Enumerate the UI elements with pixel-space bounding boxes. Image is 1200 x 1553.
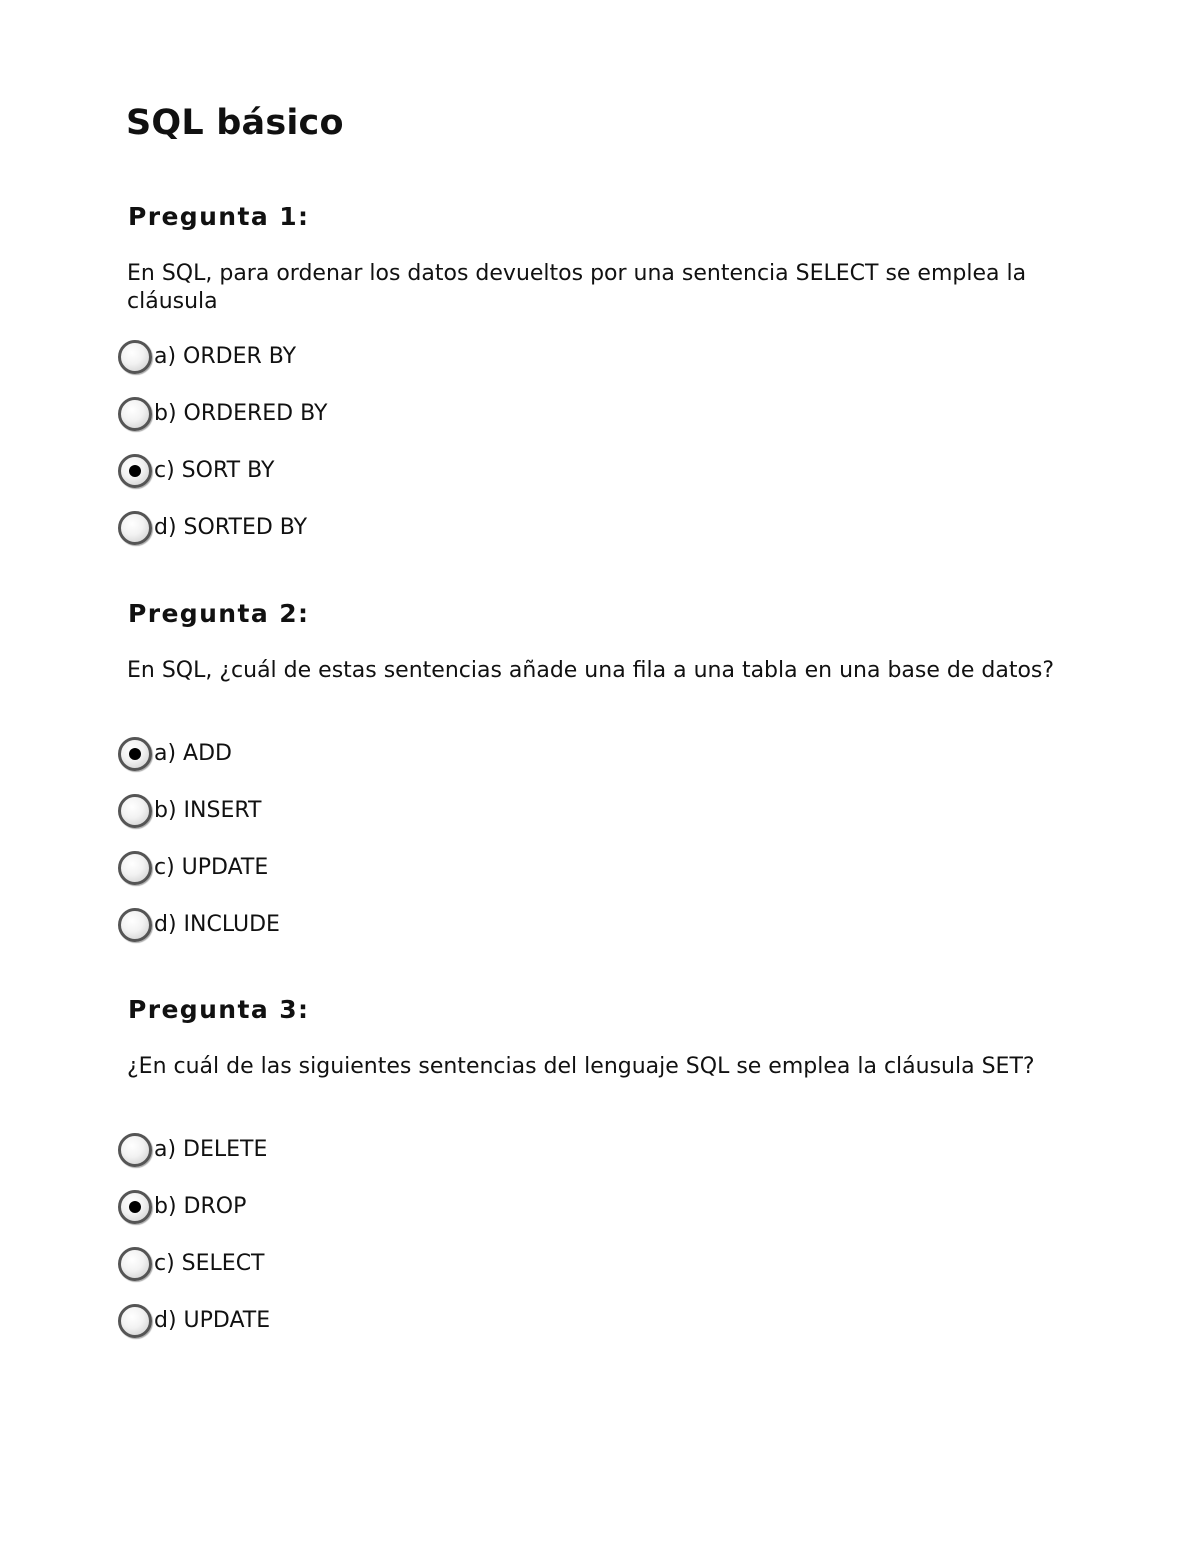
option-label: a) DELETE — [154, 1137, 268, 1162]
option-label: a) ADD — [154, 741, 232, 766]
radio-button-icon[interactable] — [118, 908, 152, 942]
radio-button-icon[interactable] — [118, 397, 152, 431]
radio-button-selected-icon[interactable] — [118, 454, 152, 488]
option-label: b) INSERT — [154, 798, 262, 823]
option-label: c) SELECT — [154, 1251, 265, 1276]
option-q1-c[interactable] — [118, 451, 274, 491]
option-q2-c[interactable] — [118, 848, 268, 888]
radio-dot-icon — [129, 465, 141, 477]
radio-dot-icon — [129, 1201, 141, 1213]
option-label: b) ORDERED BY — [154, 401, 328, 426]
page-title: SQL básico — [126, 103, 344, 143]
radio-button-icon[interactable] — [118, 340, 152, 374]
option-q3-a[interactable] — [118, 1130, 267, 1170]
option-q1-b[interactable] — [118, 394, 327, 434]
option-q3-d[interactable] — [118, 1301, 270, 1341]
question-heading: Pregunta 3: — [128, 995, 310, 1024]
question-3 — [0, 993, 1200, 1373]
option-label: a) ORDER BY — [154, 344, 297, 369]
question-heading: Pregunta 2: — [128, 599, 310, 628]
radio-button-icon[interactable] — [118, 1133, 152, 1167]
radio-dot-icon — [129, 748, 141, 760]
question-text: ¿En cuál de las siguientes sentencias del lenguaje SQL se emplea la cláusula SET? — [127, 1054, 1035, 1079]
radio-button-icon[interactable] — [118, 794, 152, 828]
option-q3-c[interactable] — [118, 1244, 265, 1284]
option-q1-a[interactable] — [118, 337, 296, 377]
option-q2-a[interactable] — [118, 734, 232, 774]
question-text: En SQL, ¿cuál de estas sentencias añade una fila a una tabla en una base de datos? — [127, 658, 1055, 683]
option-label: b) DROP — [154, 1194, 247, 1219]
option-label: d) SORTED BY — [154, 515, 308, 540]
option-label: d) INCLUDE — [154, 912, 280, 937]
radio-button-icon[interactable] — [118, 1247, 152, 1281]
question-text: En SQL, para ordenar los datos devueltos por una sentencia SELECT se emplea la cláusula — [127, 261, 1027, 314]
question-heading: Pregunta 1: — [128, 202, 310, 231]
radio-button-icon[interactable] — [118, 1304, 152, 1338]
radio-button-selected-icon[interactable] — [118, 1190, 152, 1224]
radio-button-icon[interactable] — [118, 851, 152, 885]
radio-button-icon[interactable] — [118, 511, 152, 545]
radio-button-selected-icon[interactable] — [118, 737, 152, 771]
option-label: c) SORT BY — [154, 458, 275, 483]
option-label: d) UPDATE — [154, 1308, 271, 1333]
option-q2-d[interactable] — [118, 905, 280, 945]
option-q2-b[interactable] — [118, 791, 261, 831]
question-2 — [0, 597, 1200, 977]
question-1 — [0, 200, 1200, 580]
option-q3-b[interactable] — [118, 1187, 246, 1227]
option-label: c) UPDATE — [154, 855, 269, 880]
option-q1-d[interactable] — [118, 508, 307, 548]
